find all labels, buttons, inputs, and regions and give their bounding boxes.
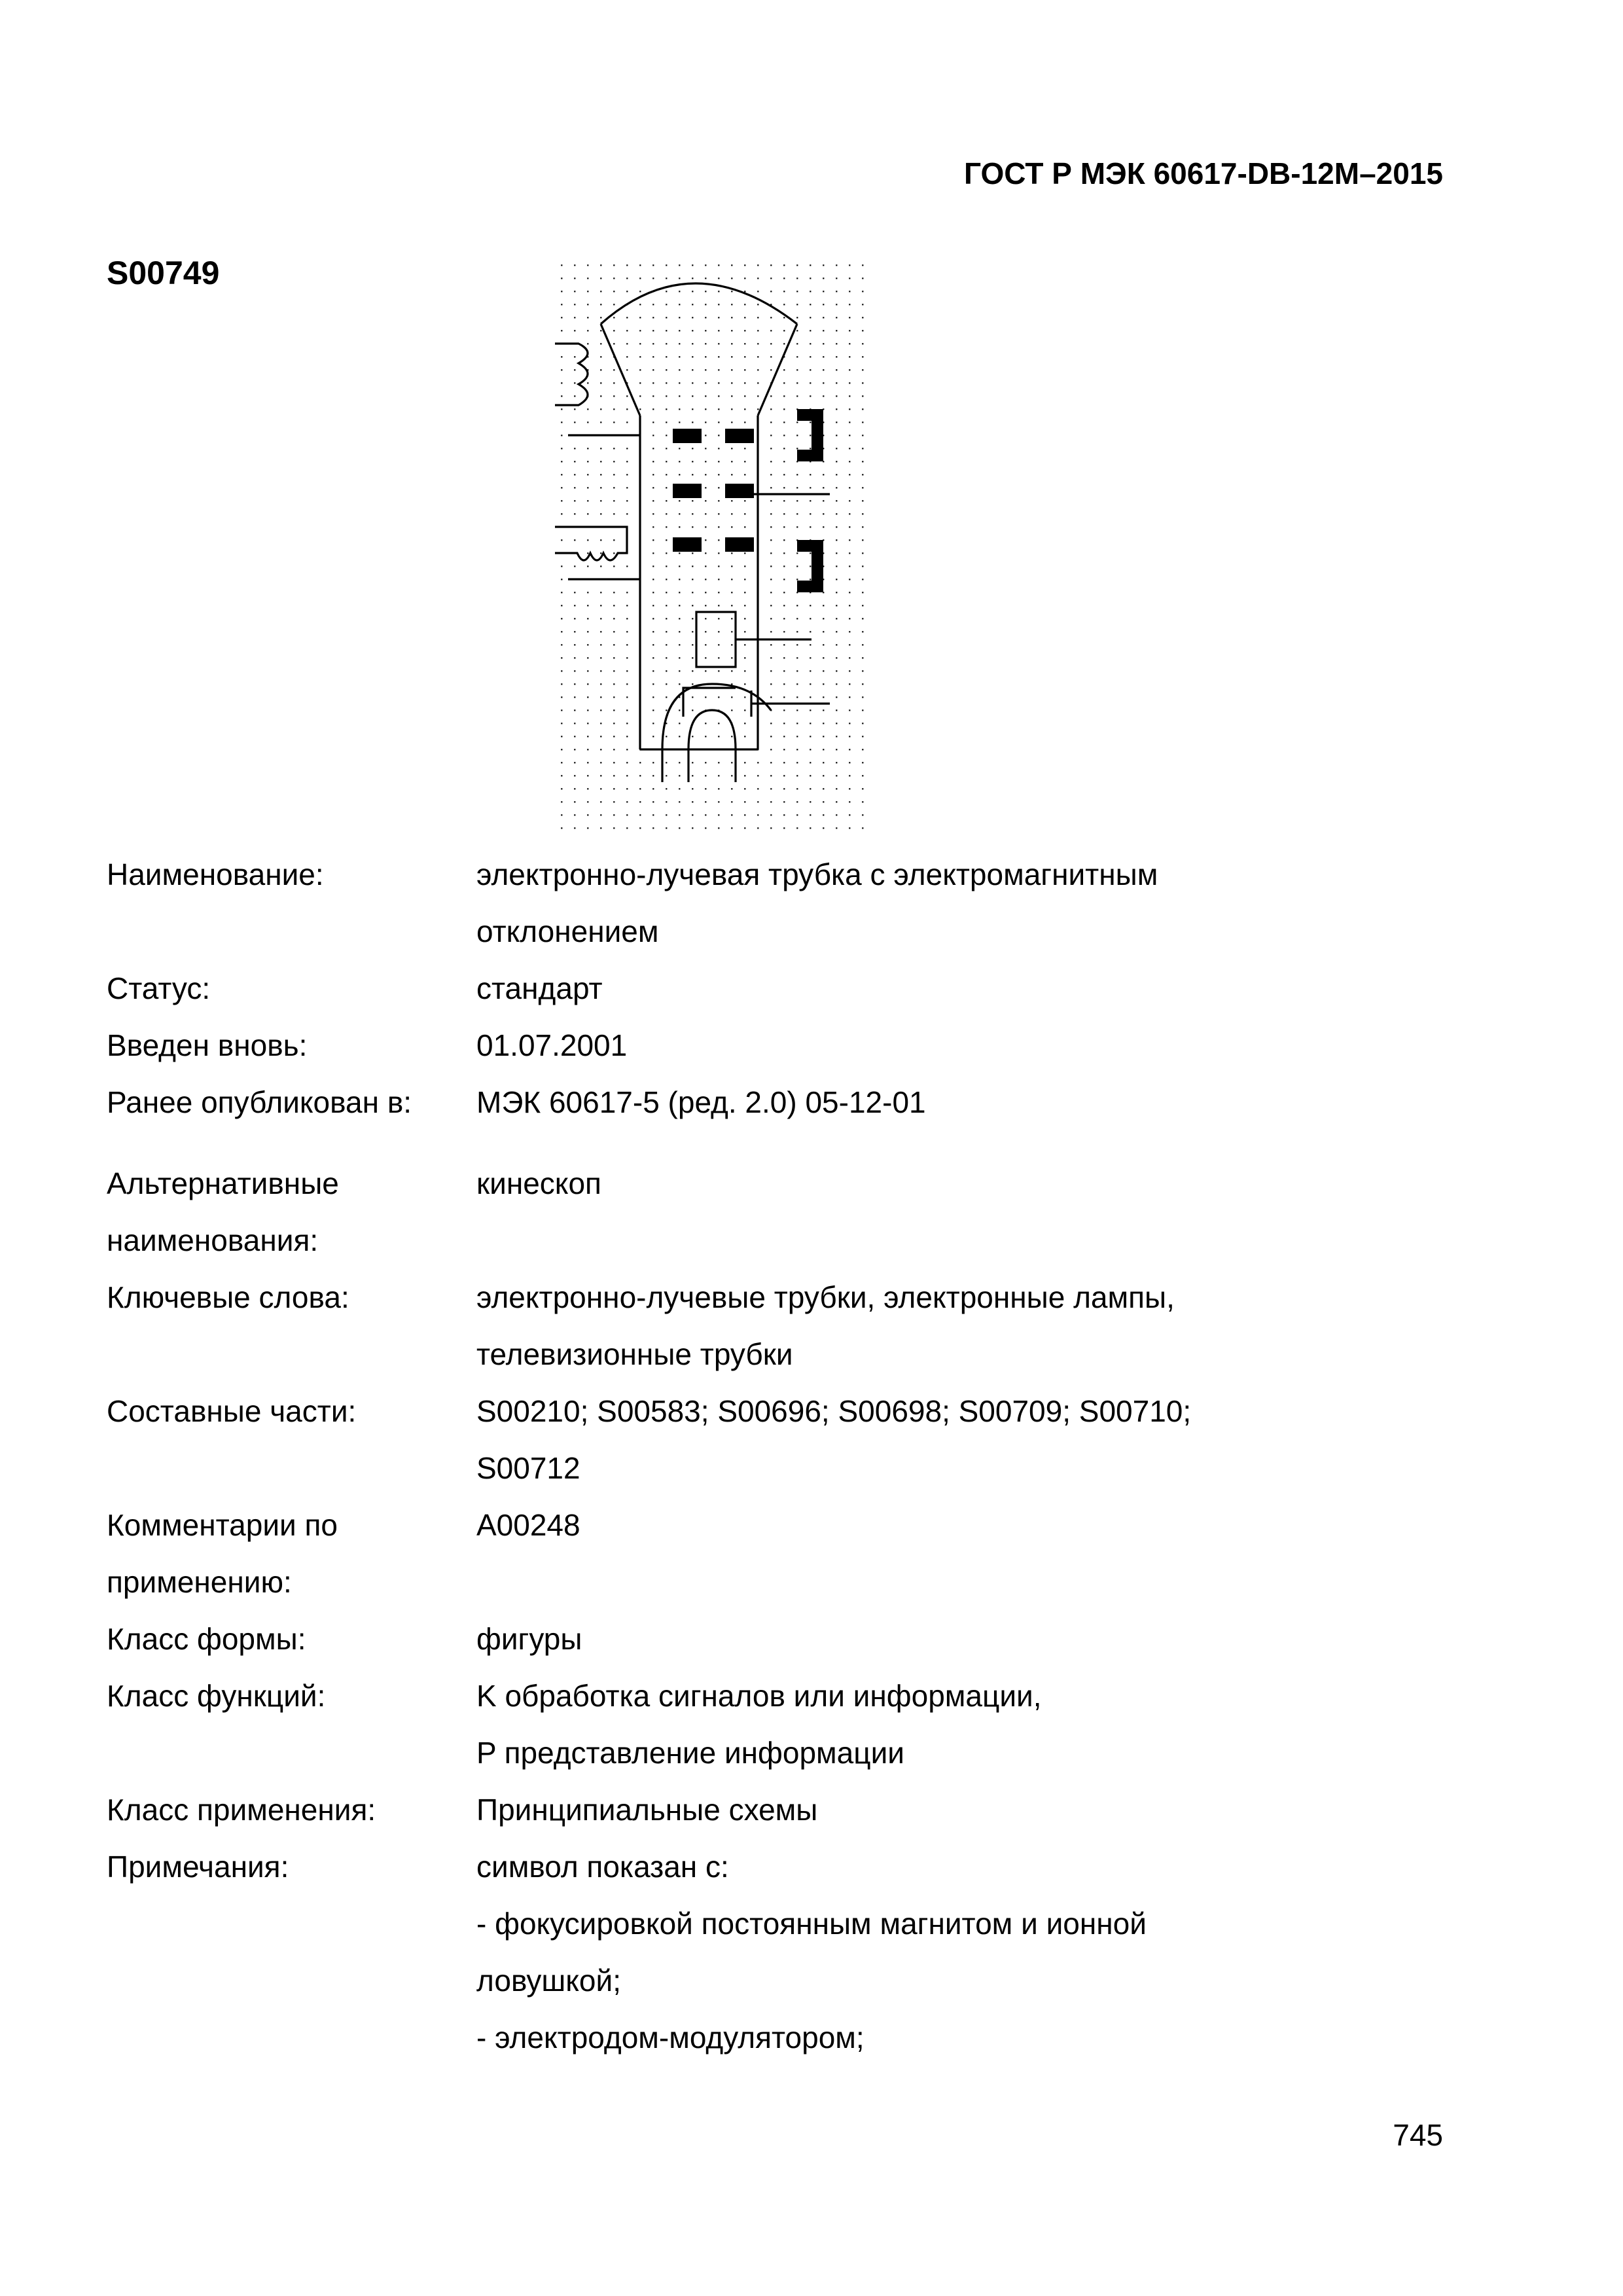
property-value: кинескоп [476, 1166, 601, 1200]
property-value: символ показан с: - фокусировкой постоянным магнитом и ионной ловушкой; - электродом-модулятором; [476, 1850, 1147, 2054]
property-value: фигуры [476, 1622, 582, 1656]
crt-symbol-figure [555, 259, 869, 834]
property-label: Введен вновь: [107, 1028, 308, 1062]
property-label: Ранее опубликован в: [107, 1085, 412, 1119]
property-value: 01.07.2001 [476, 1028, 628, 1062]
property-row-introduced [107, 1017, 1481, 1074]
property-value: A00248 [476, 1508, 580, 1542]
property-value: S00210; S00583; S00696; S00698; S00709; S00710; S00712 [476, 1394, 1192, 1485]
property-row-remarks [107, 1839, 1481, 2066]
standard-header: ГОСТ Р МЭК 60617-DB-12M–2015 [964, 156, 1443, 190]
property-row-keywords [107, 1269, 1481, 1383]
property-label: Наименование: [107, 857, 324, 891]
property-row-function-class [107, 1668, 1481, 1782]
property-label: Класс функций: [107, 1679, 326, 1713]
property-row-name [107, 846, 1481, 960]
property-label: Альтернативные наименования: [107, 1166, 339, 1257]
property-value: стандарт [476, 971, 603, 1005]
property-row-status [107, 960, 1481, 1017]
property-value: K обработка сигналов или информации, P представление информации [476, 1679, 1042, 1770]
property-label: Ключевые слова: [107, 1280, 349, 1314]
property-row-published-in [107, 1074, 1481, 1131]
property-label: Класс формы: [107, 1622, 306, 1656]
property-label: Класс применения: [107, 1793, 376, 1827]
property-value: электронно-лучевые трубки, электронные лампы, телевизионные трубки [476, 1280, 1175, 1371]
property-row-shape-class [107, 1611, 1481, 1668]
page-number: 745 [1393, 2118, 1443, 2152]
property-label: Статус: [107, 971, 211, 1005]
property-row-application-class [107, 1782, 1481, 1839]
property-label: Составные части: [107, 1394, 357, 1428]
property-label: Примечания: [107, 1850, 289, 1884]
property-value: электронно-лучевая трубка с электромагнитным отклонением [476, 857, 1158, 948]
symbol-code: S00749 [107, 255, 220, 291]
property-row-application-notes [107, 1497, 1481, 1611]
property-row-components [107, 1383, 1481, 1497]
property-row-alternative-names [107, 1155, 1481, 1269]
property-value: МЭК 60617-5 (ред. 2.0) 05-12-01 [476, 1085, 926, 1119]
property-label: Комментарии по применению: [107, 1508, 338, 1599]
properties-table [107, 846, 1481, 2066]
property-value: Принципиальные схемы [476, 1793, 818, 1827]
